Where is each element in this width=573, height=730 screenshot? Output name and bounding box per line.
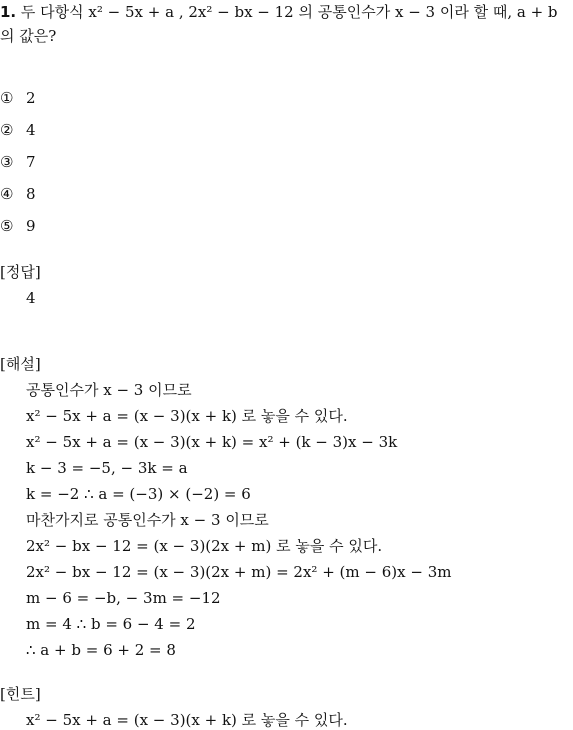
explanation-line-9: m − 6 = −b, − 3m = −12	[26, 589, 221, 607]
option-2[interactable]	[0, 120, 36, 140]
hint-label: [힌트]	[0, 685, 41, 703]
option-value: 9	[26, 217, 36, 235]
explanation-line-11: ∴ a + b = 6 + 2 = 8	[26, 641, 176, 659]
option-4[interactable]	[0, 184, 36, 204]
answer-value: 4	[26, 289, 36, 307]
option-5[interactable]	[0, 216, 36, 236]
explanation-line-3: x² − 5x + a = (x − 3)(x + k) = x² + (k − 3)x − 3k	[26, 433, 398, 451]
explanation-line-8: 2x² − bx − 12 = (x − 3)(2x + m) = 2x² + (m − 6)x − 3m	[26, 563, 452, 581]
explanation-label: [해설]	[0, 355, 41, 373]
explanation-line-5: k = −2 ∴ a = (−3) × (−2) = 6	[26, 485, 251, 503]
option-1[interactable]	[0, 88, 36, 108]
option-value: 7	[26, 153, 36, 171]
explanation-line-10: m = 4 ∴ b = 6 − 4 = 2	[26, 615, 196, 633]
explanation-line-4: k − 3 = −5, − 3k = a	[26, 459, 188, 477]
answer-label: [정답]	[0, 263, 41, 281]
question-line-2	[0, 26, 56, 46]
question-number: 1.	[0, 3, 17, 21]
explanation-line-6: 마찬가지로 공통인수가 x − 3 이므로	[26, 511, 269, 529]
option-marker: ②	[0, 121, 14, 139]
option-value: 2	[26, 89, 36, 107]
question-text-1: 두 다항식 x² − 5x + a , 2x² − bx − 12 의 공통인수가 x − 3 이라 할 때, a + b	[20, 3, 558, 21]
option-marker: ⑤	[0, 217, 14, 235]
option-value: 8	[26, 185, 36, 203]
explanation-line-7: 2x² − bx − 12 = (x − 3)(2x + m) 로 놓을 수 있다.	[26, 537, 383, 555]
hint-line-1: x² − 5x + a = (x − 3)(x + k) 로 놓을 수 있다.	[26, 711, 348, 729]
option-value: 4	[26, 121, 36, 139]
option-3[interactable]	[0, 152, 36, 172]
question-line-1	[0, 2, 558, 22]
explanation-line-1: 공통인수가 x − 3 이므로	[26, 381, 192, 399]
option-marker: ③	[0, 153, 14, 171]
explanation-line-2: x² − 5x + a = (x − 3)(x + k) 로 놓을 수 있다.	[26, 407, 348, 425]
question-text-2: 의 값은?	[0, 27, 57, 45]
option-marker: ①	[0, 89, 14, 107]
option-marker: ④	[0, 185, 14, 203]
